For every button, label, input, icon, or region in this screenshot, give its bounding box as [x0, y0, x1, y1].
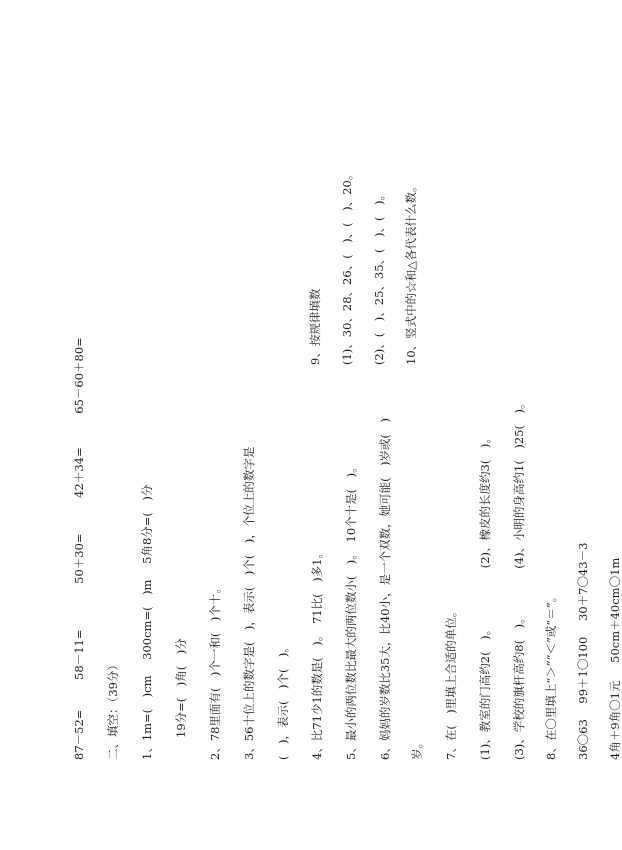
q7-item: (3)、学校的旗杆高约8( )。	[512, 612, 526, 760]
section-2-title: 二、填空：（39分）	[106, 659, 120, 760]
q7-item: (2)、橡皮的长度约3( )。	[478, 432, 492, 569]
compare-circle[interactable]: 〇	[576, 576, 590, 588]
question-2: 2、78里面有( )个一和( )个十。	[208, 582, 222, 760]
operand: 100	[576, 636, 590, 659]
question-4: 4、比71少1的数是( )。 71比( )多1。	[310, 547, 324, 760]
compare-circle[interactable]: 〇	[608, 699, 622, 711]
q1-part: 1、1m=( )cm	[140, 675, 154, 760]
problem: 87－52=	[72, 709, 86, 760]
operand: 43－3	[576, 542, 590, 577]
q1-part: 300cm=( )m	[140, 579, 154, 660]
question-8: 8、在〇里填上“＞”“＜”或“＝”。	[544, 590, 558, 760]
problem: 58－11=	[72, 629, 86, 680]
operand: 99＋1	[576, 670, 590, 704]
operand: 30＋7	[576, 587, 590, 621]
question-6a: 6、妈妈的岁数比35大，比40小，是一个双数，她可能( )岁或( )	[378, 417, 392, 760]
question-9-2: (2)、( )、25、35、( )、( )。	[372, 189, 386, 365]
problem: 50＋30=	[72, 533, 86, 584]
problem: 42＋34=	[72, 447, 86, 498]
question-3a: 3、56十位上的数字是( )，表示( )个( )，个位上的数字是	[242, 446, 256, 760]
question-6b: 岁。	[410, 737, 424, 760]
q7-item: (4)、小明的身高约1( )25( )。	[512, 397, 526, 569]
question-7: 7、在( )里填上合适的单位。	[444, 605, 458, 760]
question-10: 10、竖式中的☆和△各代表什么数。	[404, 180, 418, 365]
question-8b	[608, 558, 622, 760]
q7-item: (1)、教室的门高约2( )。	[478, 623, 492, 760]
operand: 4角＋9角	[608, 710, 622, 760]
compare-circle[interactable]: 〇	[576, 658, 590, 671]
question-1b: 19分=( )角( )分	[174, 638, 188, 738]
operand: 1m	[608, 557, 622, 576]
problem: 65－60＋80=	[72, 337, 86, 414]
compare-circle[interactable]: 〇	[608, 575, 622, 588]
question-9-1: (1)、30、28、26、( )、( )、20。	[340, 168, 354, 365]
question-5: 5、最小的两位数比最大的两位数小( )。 10个十是( )。	[344, 461, 358, 760]
operand: 36	[576, 745, 590, 760]
compare-circle[interactable]: 〇	[576, 733, 590, 746]
q1-part: 5角8分=( )分	[140, 484, 154, 564]
operand: 50cm＋40cm	[608, 587, 622, 663]
question-9: 9、按规律填数	[308, 288, 322, 365]
operand: 1元	[608, 680, 622, 700]
operand: 63	[576, 719, 590, 734]
question-3b: ( )，表示( )个( )。	[276, 641, 290, 760]
